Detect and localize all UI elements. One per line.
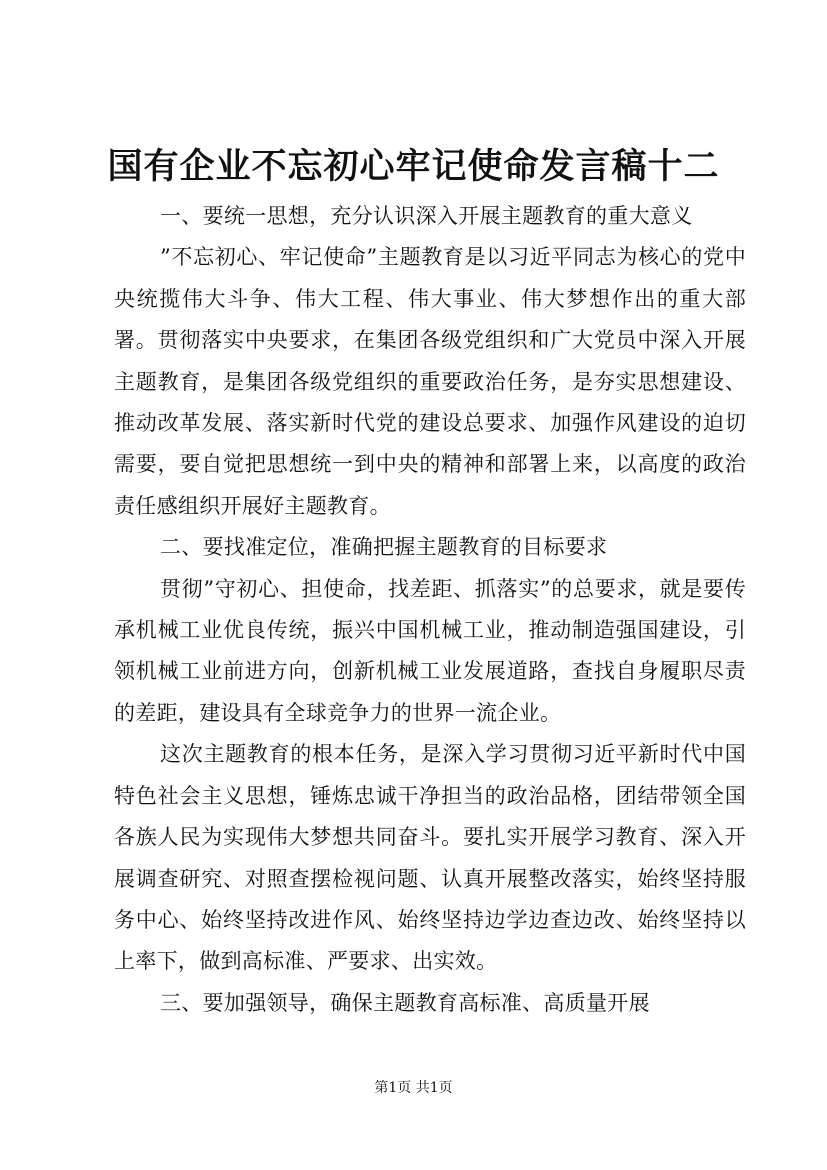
paragraph-2: 贯彻”守初心、担使命，找差距、抓落实”的总要求，就是要传承机械工业优良传统，振兴中国机械工业，推动制造强国建设，引领机械工业前进方向，创新机械工业发展道路，查找自身履职尽责的差距，建设具有全球竞争力的世界一流企业。 (114, 576, 746, 725)
section-heading-1: 一、要统一思想，充分认识深入开展主题教育的重大意义 (160, 204, 693, 228)
page-footer (0, 1078, 827, 1098)
page-number-label: 第1页 共1页 (374, 1080, 453, 1096)
paragraph-3: 这次主题教育的根本任务，是深入学习贯彻习近平新时代中国特色社会主义思想，锤炼忠诚干净担当的政治品格，团结带领全国各族人民为实现伟大梦想共同奋斗。要扎实开展学习教育、深入开展调查研究、对照查摆检视问题、认真开展整改落实，始终坚持服务中心、始终坚持改进作风、始终坚持边学边查边改、始终坚持以上率下，做到高标准、严要求、出实效。 (114, 742, 746, 974)
document-title: 国有企业不忘初心牢记使命发言稿十二 (107, 146, 720, 187)
paragraph-1: ”不忘初心、牢记使命”主题教育是以习近平同志为核心的党中央统揽伟大斗争、伟大工程、伟大事业、伟大梦想作出的重大部署。贯彻落实中央要求，在集团各级党组织和广大党员中深入开展主题教育，是集团各级党组织的重要政治任务，是夯实思想建设、推动改革发展、落实新时代党的建设总要求、加强作风建设的迫切需要，要自觉把思想统一到中央的精神和部署上来，以高度的政治责任感组织开展好主题教育。 (114, 245, 746, 518)
section-heading-2: 二、要找准定位，准确把握主题教育的目标要求 (160, 535, 608, 560)
document-body (114, 196, 746, 1024)
section-heading-3: 三、要加强领导，确保主题教育高标准、高质量开展 (160, 990, 650, 1015)
